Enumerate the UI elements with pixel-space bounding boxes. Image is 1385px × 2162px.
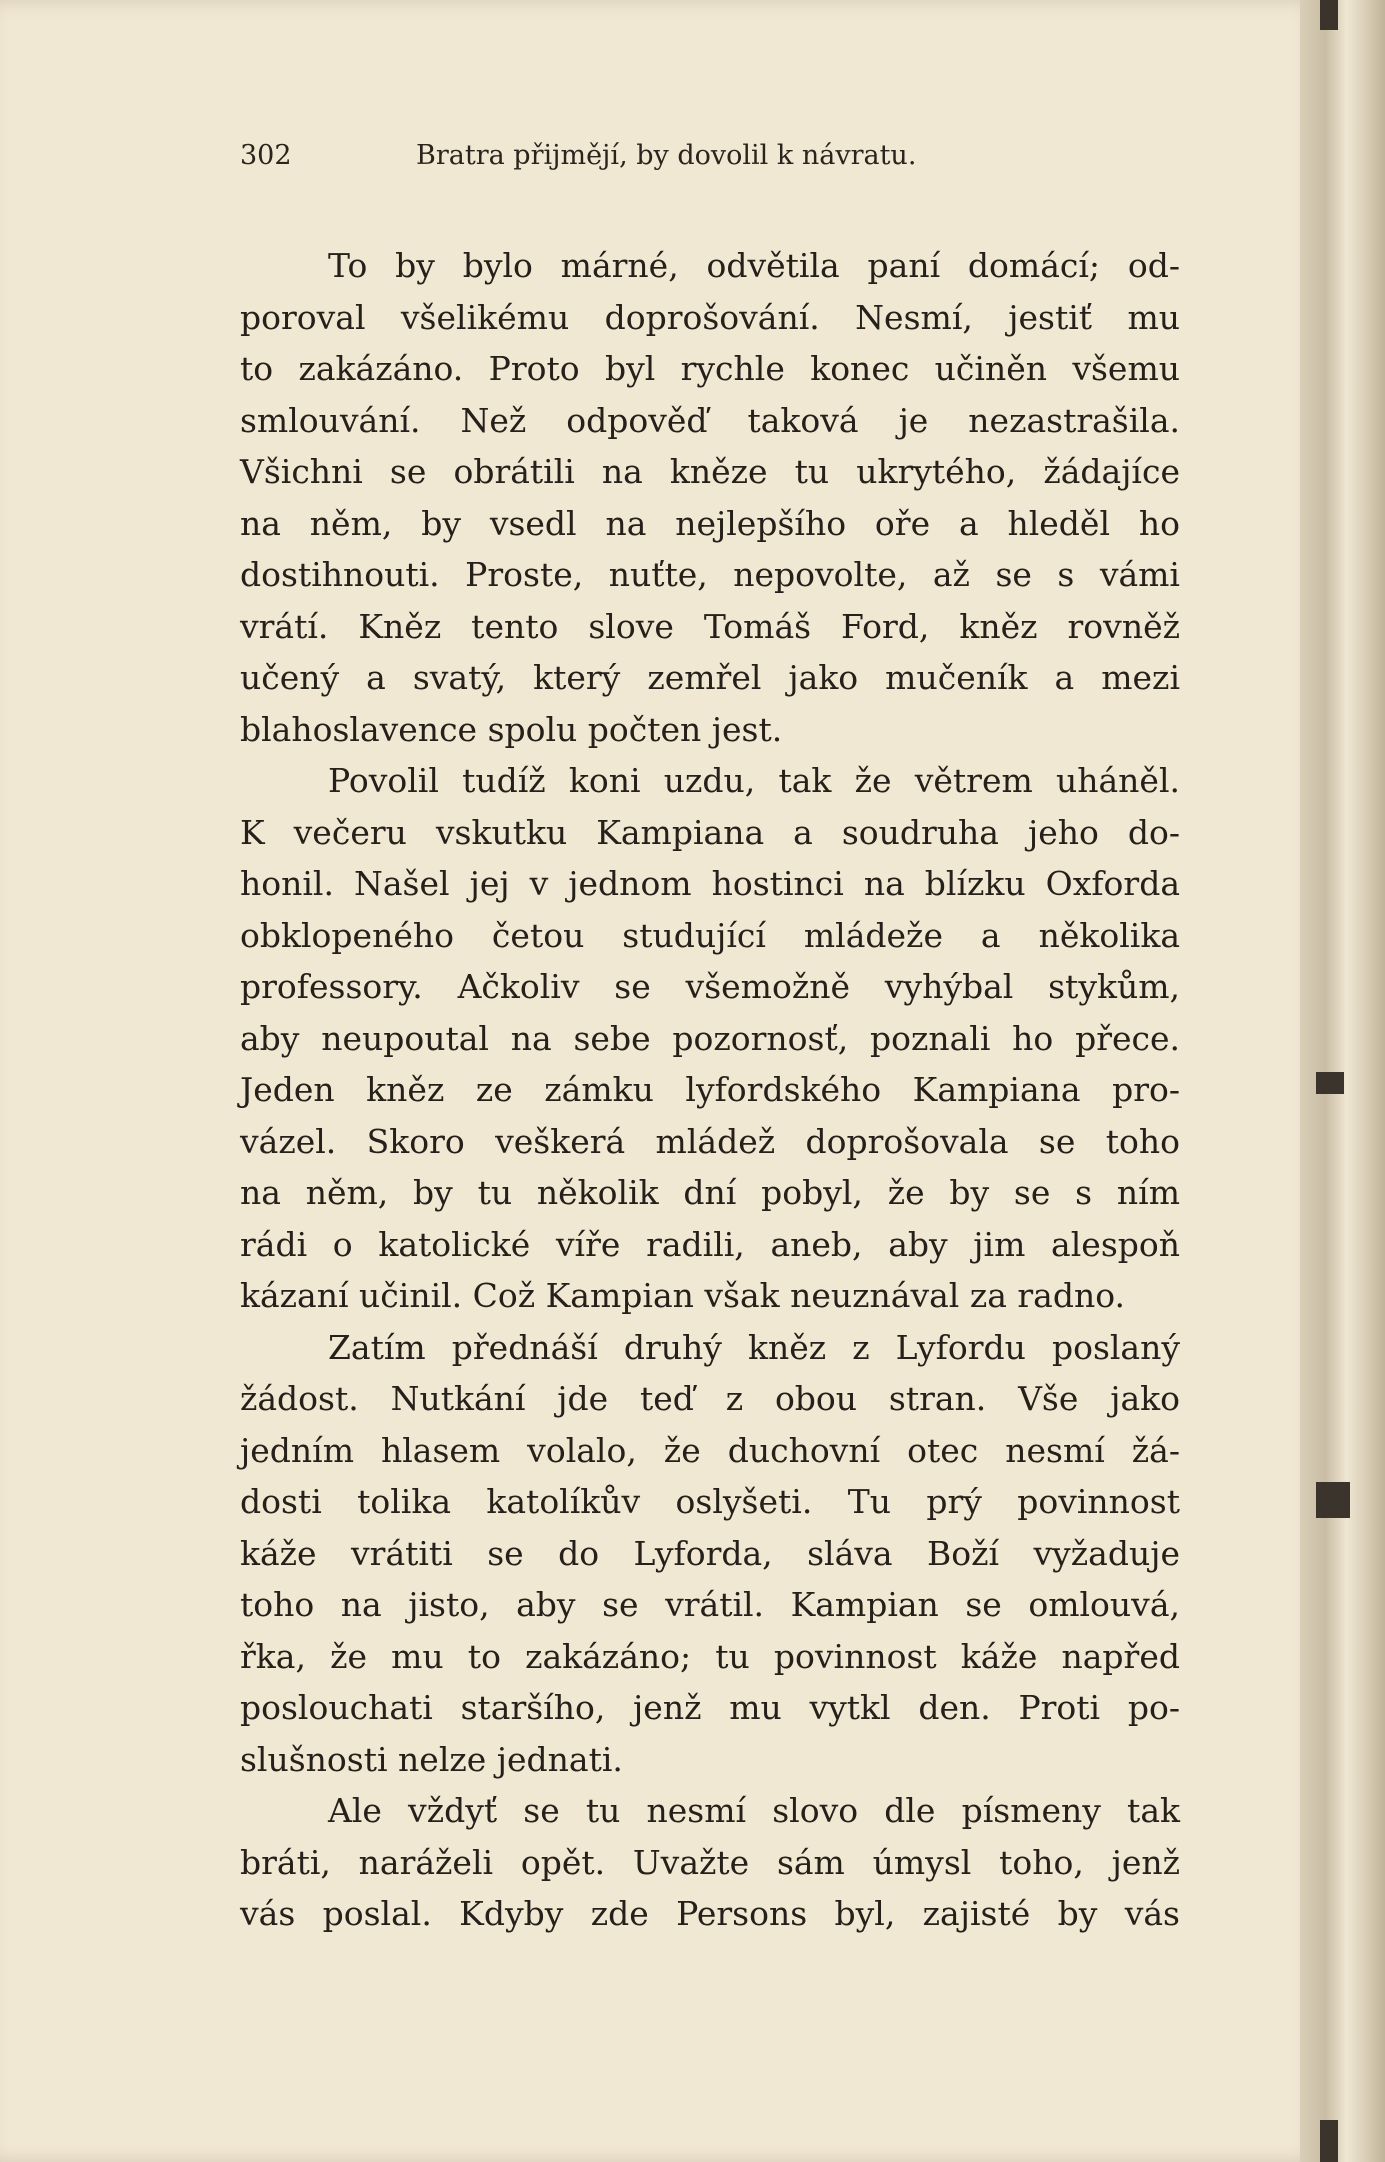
text-line: K večeru vskutku Kampiana a soudruha jeho do- [240, 812, 1180, 852]
text-line: vrátí. Kněz tento slove Tomáš Ford, kněz rovněž [240, 606, 1180, 646]
binding-mark [1316, 1482, 1350, 1518]
text-line: obklopeného četou studující mládeže a několika [240, 915, 1180, 955]
running-title: Bratra přijmějí, by dovolil k návratu. [416, 140, 917, 171]
text-line: to zakázáno. Proto byl rychle konec učiněn všemu [240, 349, 1180, 388]
text-line: žádost. Nutkání jde teď z obou stran. Vše jako [240, 1379, 1180, 1418]
text-line: jedním hlasem volalo, že duchovní otec nesmí žá- [240, 1430, 1180, 1470]
text-line: Jeden kněz ze zámku lyfordského Kampiana pro- [240, 1070, 1180, 1109]
text-line: poroval všelikému doprošování. Nesmí, jestiť mu [240, 297, 1180, 337]
text-line: aby neupoutal na sebe pozornosť, poznali ho přece. [240, 1018, 1180, 1058]
text-line: káže vrátiti se do Lyforda, sláva Boží vyžaduje [240, 1533, 1180, 1573]
text-line: na něm, by vsedl na nejlepšího oře a hleděl ho [240, 503, 1180, 543]
binding-mark [1320, 2120, 1338, 2162]
binding-mark [1316, 1072, 1344, 1094]
body-text [240, 240, 1180, 1940]
text-line: Povolil tudíž koni uzdu, tak že větrem uháněl. [328, 761, 1180, 800]
text-line: vázel. Skoro veškerá mládež doprošovala se toho [240, 1121, 1180, 1161]
text-line: Všichni se obrátili na kněze tu ukrytého, žádajíce [240, 452, 1180, 491]
text-line: učený a svatý, který zemřel jako mučeník a mezi [240, 658, 1180, 697]
text-line: dosti tolika katolíkův oslyšeti. Tu prý povinnost [240, 1482, 1180, 1521]
text-line: na něm, by tu několik dní pobyl, že by se s ním [240, 1173, 1180, 1212]
text-line: bráti, naráželi opět. Uvažte sám úmysl toho, jenž [240, 1842, 1180, 1882]
text-line: řka, že mu to zakázáno; tu povinnost káže napřed [240, 1636, 1180, 1676]
text-line: Zatím přednáší druhý kněz z Lyfordu poslaný [328, 1327, 1180, 1367]
text-line: dostihnouti. Proste, nuťte, nepovolte, až se s vámi [240, 555, 1180, 594]
text-line: Ale vždyť se tu nesmí slovo dle písmeny tak [328, 1791, 1180, 1830]
text-line: smlouvání. Než odpověď taková je nezastrašila. [240, 400, 1180, 440]
text-line: blahoslavence spolu počten jest. [240, 709, 783, 749]
text-line: kázaní učinil. Což Kampian však neuznával za radno. [240, 1276, 1125, 1315]
text-line: honil. Našel jej v jednom hostinci na blízku Oxforda [240, 864, 1180, 903]
page-number: 302 [240, 140, 292, 171]
text-line: To by bylo márné, odvětila paní domácí; od- [328, 246, 1180, 285]
text-line: poslouchati staršího, jenž mu vytkl den. Proti po- [240, 1688, 1180, 1727]
text-line: rádi o katolické víře radili, aneb, aby jim alespoň [240, 1224, 1180, 1264]
page-header [240, 140, 1040, 180]
text-line: vás poslal. Kdyby zde Persons byl, zajisté by vás [240, 1894, 1180, 1933]
binding-mark [1320, 0, 1338, 30]
text-line: toho na jisto, aby se vrátil. Kampian se omlouvá, [240, 1585, 1180, 1624]
text-line: professory. Ačkoliv se všemožně vyhýbal stykům, [240, 967, 1180, 1006]
text-line: slušnosti nelze jednati. [240, 1739, 623, 1779]
